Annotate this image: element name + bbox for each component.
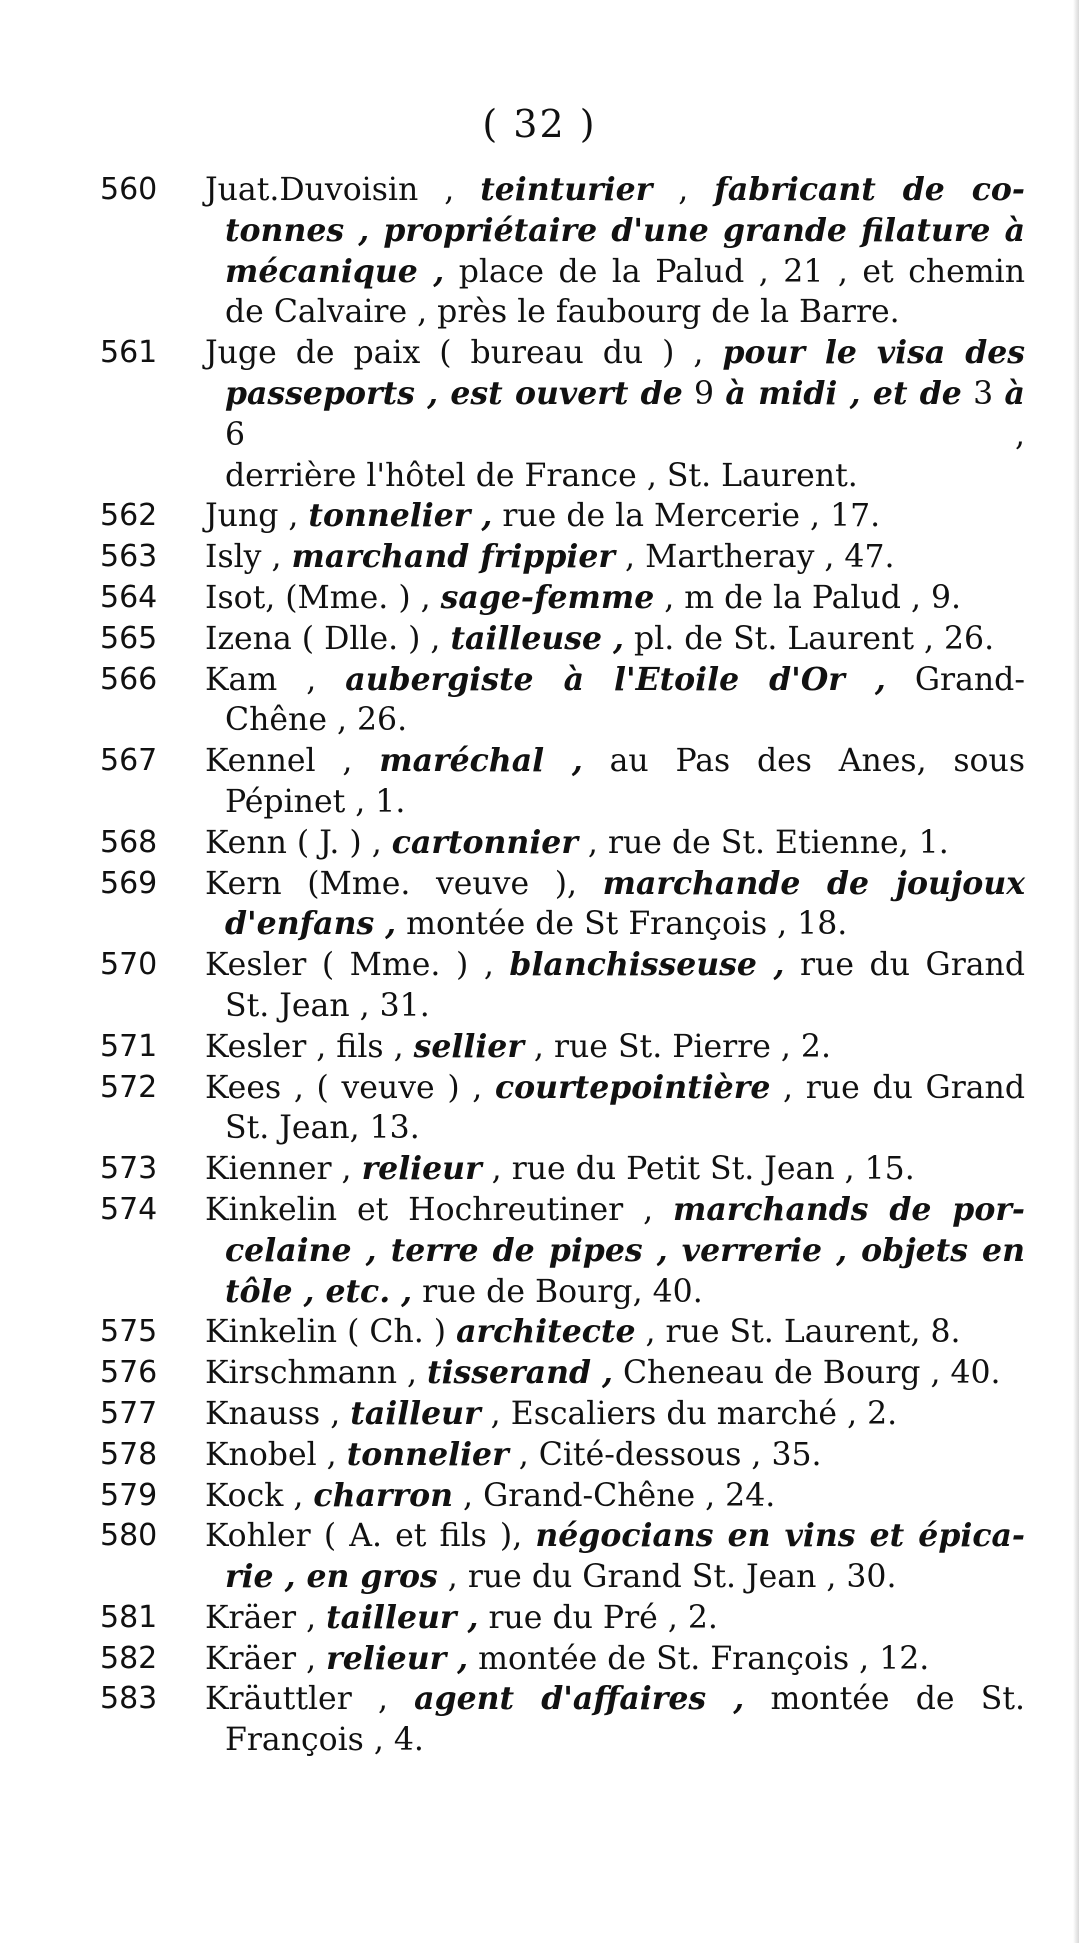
entry-text: rue du Grand (784, 947, 1025, 984)
entry-number: 582 (100, 1640, 158, 1676)
italic-text: agent d'affaires , (414, 1680, 745, 1718)
directory-entry (100, 1476, 1025, 1517)
entry-text: , rue du Grand St. Jean , 30. (437, 1559, 897, 1596)
entry-text: Kinkelin et Hochreutiner , (205, 1191, 674, 1228)
entry-text: Kenn ( J. ) , (205, 824, 392, 861)
italic-text: celaine , terre de pipes , verrerie , objets en (225, 1231, 1025, 1269)
directory-entry (100, 1598, 1025, 1639)
entry-text: , Cité-dessous , 35. (508, 1436, 822, 1473)
italic-text: tôle , etc. , (225, 1272, 413, 1310)
entry-line (205, 904, 1025, 945)
entry-text: Juge de paix ( bureau du ) , (205, 335, 723, 372)
italic-text: courtepointière (494, 1068, 771, 1106)
entry-text: Grand- (885, 661, 1025, 698)
italic-text: passeports , est ouvert de (225, 374, 683, 412)
directory-entry (100, 823, 1025, 864)
directory-entry (100, 578, 1025, 619)
entry-line (205, 823, 1025, 864)
entry-line (205, 333, 1025, 374)
entry-line (205, 1720, 1025, 1761)
entry-text: Kräer , (205, 1599, 327, 1636)
entry-number: 578 (100, 1436, 158, 1472)
entry-text: 6 , (225, 416, 1025, 453)
entry-line (205, 252, 1025, 293)
entry-text: rue du Pré , 2. (478, 1599, 718, 1636)
entry-number: 564 (100, 579, 158, 615)
entry-text: François , 4. (225, 1722, 424, 1759)
italic-text: marchands de por- (673, 1190, 1025, 1228)
entry-text: Kräer , (205, 1640, 327, 1677)
entry-line (205, 700, 1025, 741)
italic-text: teinturier (480, 171, 653, 208)
entry-number: 565 (100, 620, 158, 656)
entry-line (205, 1476, 1025, 1517)
directory-entry (100, 1394, 1025, 1435)
entry-text: derrière l'hôtel de France , St. Laurent. (225, 457, 858, 494)
entry-text: , (652, 172, 715, 208)
directory-entry (100, 537, 1025, 578)
entry-number: 561 (100, 335, 158, 371)
entry-text: St. Jean, 13. (225, 1110, 420, 1147)
entry-text: , Martheray , 47. (615, 539, 895, 576)
entry-text: Kinkelin ( Ch. ) (205, 1314, 457, 1351)
italic-text: pour le visa des (722, 334, 1025, 372)
entry-line (205, 170, 1025, 211)
entry-text: Jung , (205, 498, 309, 535)
entry-text: montée de St François , 18. (396, 906, 848, 943)
italic-text: aubergiste à l'Etoile d'Or , (345, 660, 886, 698)
italic-text: tailleur (350, 1394, 481, 1432)
entry-number: 573 (100, 1151, 158, 1187)
directory-entry (100, 1190, 1025, 1312)
entry-text: , rue St. Pierre , 2. (523, 1028, 831, 1065)
entry-line (205, 864, 1025, 905)
entry-text: montée de St. (744, 1681, 1025, 1718)
italic-text: à midi , et de (725, 374, 962, 412)
italic-text: architecte (456, 1313, 636, 1351)
entry-number: 579 (100, 1477, 158, 1513)
entry-line (205, 660, 1025, 701)
entry-text: Kienner , (205, 1151, 362, 1188)
entry-text: Kirschmann , (205, 1355, 428, 1392)
entry-line (205, 945, 1025, 986)
entry-number: 581 (100, 1599, 158, 1635)
directory-entry (100, 333, 1025, 496)
entry-text: rue de Bourg, 40. (412, 1273, 703, 1310)
italic-text: blanchisseuse , (509, 946, 785, 984)
entry-line (205, 578, 1025, 619)
entry-text: Knauss , (205, 1395, 351, 1432)
directory-entry (100, 1435, 1025, 1476)
italic-text: cartonnier (391, 823, 578, 861)
directory-entries (100, 170, 1025, 1761)
entry-text: , Escaliers du marché , 2. (480, 1395, 898, 1432)
italic-text: tisserand , (427, 1354, 613, 1392)
entry-text: Pépinet , 1. (225, 783, 406, 820)
entry-number: 574 (100, 1191, 158, 1227)
entry-number: 571 (100, 1028, 158, 1064)
italic-text: marchand frippier (291, 538, 616, 576)
italic-text: mécanique , (225, 252, 445, 290)
entry-text: Kohler ( A. et fils ), (205, 1518, 536, 1555)
entry-line (205, 456, 1025, 497)
entry-line (205, 1639, 1025, 1680)
italic-text: tailleur , (326, 1598, 479, 1636)
italic-text: tailleuse , (450, 619, 624, 657)
entry-line (205, 1231, 1025, 1272)
entry-text: de Calvaire , près le faubourg de la Barre. (225, 294, 900, 331)
entry-line (205, 537, 1025, 578)
entry-number: 566 (100, 661, 158, 697)
entry-text: Isly , (205, 539, 292, 576)
entry-text: rue de la Mercerie , 17. (492, 498, 881, 535)
italic-text: tonnes , propriétaire d'une grande filature à (225, 211, 1025, 249)
entry-line (205, 1516, 1025, 1557)
directory-entry (100, 1353, 1025, 1394)
entry-line (205, 782, 1025, 823)
entry-line (205, 1353, 1025, 1394)
entry-number: 575 (100, 1314, 158, 1350)
entry-number: 562 (100, 498, 158, 534)
directory-entry (100, 1516, 1025, 1598)
italic-text: tonnelier (346, 1435, 509, 1473)
entry-line (205, 1394, 1025, 1435)
entry-text: Cheneau de Bourg , 40. (612, 1355, 1001, 1392)
entry-text: , Grand-Chêne , 24. (453, 1477, 776, 1514)
entry-text: place de la Palud , 21 , et chemin (444, 253, 1025, 290)
italic-text: charron (313, 1476, 454, 1514)
italic-text: maréchal , (379, 742, 583, 780)
entry-text: Kesler , fils , (205, 1028, 414, 1065)
entry-text: Chêne , 26. (225, 702, 408, 739)
entry-line (205, 1068, 1025, 1109)
entry-text: Kennel , (205, 743, 380, 780)
entry-text: Knobel , (205, 1436, 347, 1473)
directory-entry (100, 619, 1025, 660)
entry-number: 560 (100, 172, 158, 207)
directory-entry (100, 1679, 1025, 1761)
entry-number: 568 (100, 824, 158, 860)
entry-number: 576 (100, 1355, 158, 1391)
entry-number: 583 (100, 1681, 158, 1717)
italic-text: marchande de joujoux (602, 864, 1025, 902)
italic-text: sage-femme (440, 578, 655, 616)
italic-text: d'enfans , (225, 905, 397, 943)
entry-number: 572 (100, 1069, 158, 1105)
entry-line (205, 374, 1025, 456)
entry-line (205, 1108, 1025, 1149)
entry-number: 563 (100, 539, 158, 575)
directory-entry (100, 496, 1025, 537)
entry-text: 9 (682, 375, 726, 412)
entry-line (205, 1272, 1025, 1313)
entry-text: Kern (Mme. veuve ), (205, 865, 603, 902)
entry-line (205, 1679, 1025, 1720)
entry-text: Kesler ( Mme. ) , (205, 947, 510, 984)
entry-line (205, 211, 1025, 252)
directory-entry (100, 660, 1025, 742)
entry-text: , rue du Grand (770, 1069, 1025, 1106)
directory-entry (100, 864, 1025, 946)
entry-text: , rue St. Laurent, 8. (635, 1314, 961, 1351)
directory-entry (100, 1639, 1025, 1680)
entry-text: au Pas des Anes, sous (582, 743, 1025, 780)
page-edge-shadow (1073, 0, 1079, 1943)
entry-text: Kees , ( veuve ) , (205, 1069, 495, 1106)
italic-text: sellier (413, 1027, 524, 1065)
directory-entry (100, 170, 1025, 333)
directory-entry (100, 1149, 1025, 1190)
entry-text: Kock , (205, 1477, 314, 1514)
directory-entry (100, 741, 1025, 823)
entry-line (205, 292, 1025, 333)
italic-text: relieur (361, 1150, 482, 1188)
entry-text: montée de St. François , 12. (468, 1640, 930, 1677)
entry-line (205, 1598, 1025, 1639)
entry-line (205, 619, 1025, 660)
entry-number: 570 (100, 947, 158, 983)
entry-line (205, 496, 1025, 537)
entry-text: Izena ( Dlle. ) , (205, 620, 451, 657)
directory-entry (100, 1068, 1025, 1150)
entry-text: Kräuttler , (205, 1681, 415, 1718)
entry-text: pl. de St. Laurent , 26. (623, 620, 995, 657)
entry-text: , rue de St. Etienne, 1. (577, 824, 949, 861)
italic-text: rie , en gros (225, 1558, 438, 1596)
entry-text: St. Jean , 31. (225, 987, 430, 1024)
directory-entry (100, 945, 1025, 1027)
entry-number: 577 (100, 1395, 158, 1431)
directory-entry (100, 1312, 1025, 1353)
entry-number: 567 (100, 743, 158, 779)
entry-line (205, 1557, 1025, 1598)
entry-line (205, 986, 1025, 1027)
entry-text: Kam , (205, 661, 346, 698)
italic-text: fabricant de co- (714, 171, 1026, 208)
entry-number: 569 (100, 865, 158, 901)
entry-text: , m de la Palud , 9. (654, 579, 962, 616)
entry-text: Isot, (Mme. ) , (205, 579, 441, 616)
entry-text: , rue du Petit St. Jean , 15. (481, 1151, 915, 1188)
italic-text: à (1004, 374, 1025, 412)
entry-line (205, 1435, 1025, 1476)
entry-text: 3 (961, 375, 1005, 412)
italic-text: négocians en vins et épica- (535, 1517, 1025, 1555)
entry-line (205, 1149, 1025, 1190)
italic-text: relieur , (326, 1639, 469, 1677)
entry-text: Juat.Duvoisin , (205, 172, 481, 208)
page-number: ( 32 ) (482, 102, 597, 146)
entry-line (205, 1312, 1025, 1353)
entry-line (205, 741, 1025, 782)
entry-line (205, 1027, 1025, 1068)
italic-text: tonnelier , (308, 497, 493, 535)
directory-entry (100, 1027, 1025, 1068)
entry-number: 580 (100, 1518, 158, 1554)
entry-line (205, 1190, 1025, 1231)
